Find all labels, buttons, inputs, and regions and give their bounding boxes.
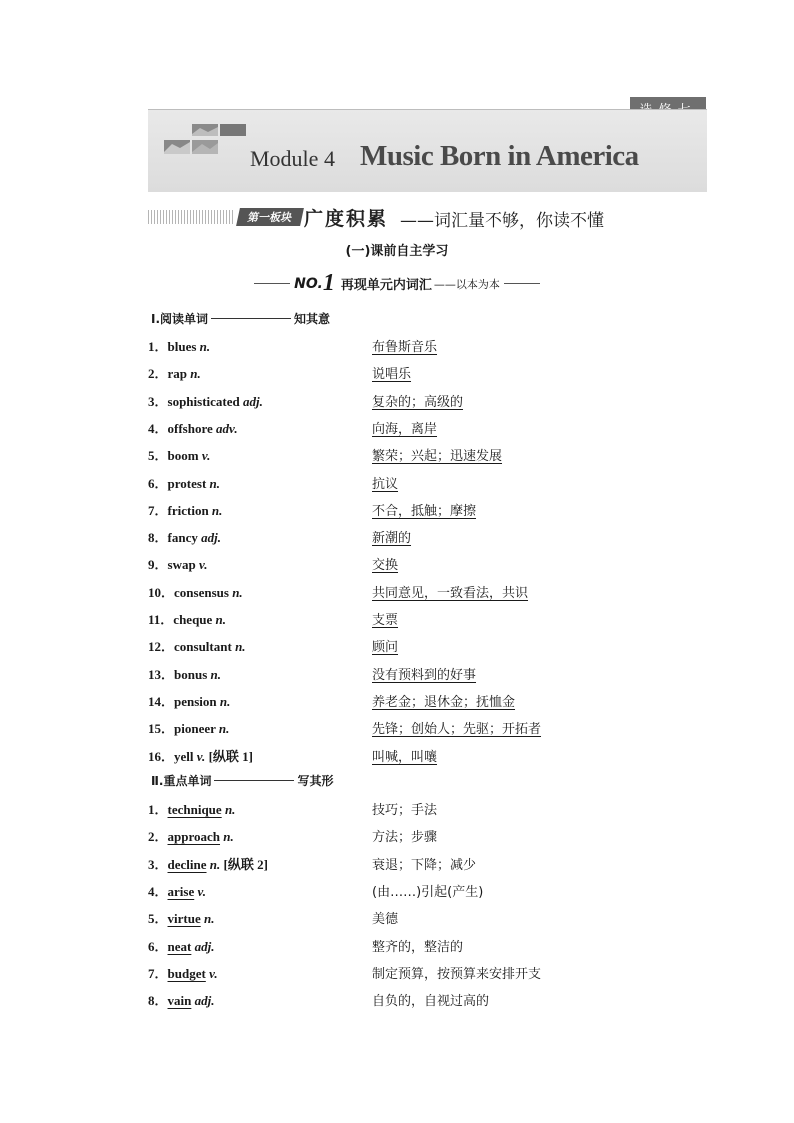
chinese-meaning: 繁荣；兴起；迅速发展 [372,449,503,465]
english-word: neat [167,938,192,954]
chinese-meaning: 制定预算，按预算来安排开支 [372,966,542,982]
chinese-meaning: 交换 [372,558,399,574]
divider [214,780,294,781]
lesson-subtitle: (一)课前自主学习 [345,244,449,259]
no-motto: ——以本为本 [433,277,500,291]
vocab-row [148,336,648,356]
part-of-speech: n. [190,366,201,382]
vocab-word [148,582,243,601]
chinese-meaning: 养老金；退休金；抚恤金 [372,694,516,710]
english-word: pioneer [174,721,216,737]
item-number: 2． [148,829,168,845]
part-of-speech: n. [209,475,221,491]
vocab-row [148,527,648,547]
vocab-row [148,500,648,520]
vocab-row [148,691,648,711]
english-word: blues [167,339,197,354]
no-title: 再现单元内词汇 [340,278,432,293]
section-badge: 第一板块 [236,208,304,226]
part-of-speech: v. [201,448,211,464]
part-of-speech: n. [210,666,221,682]
part-of-speech: adj. [194,993,215,1009]
english-word: friction [167,502,209,518]
vocab-word [148,336,210,355]
vocab-row [148,908,648,928]
item-number: 6． [148,938,168,954]
part-of-speech: n. [215,612,227,627]
vocab-word [148,691,230,710]
no-prefix: NO. [294,275,323,292]
part-2-suffix: 写其形 [297,774,334,788]
vocab-word [148,936,214,955]
part-of-speech: n. [209,856,221,872]
vocab-row [148,582,648,602]
vocab-word [148,500,222,519]
item-number: 7． [148,965,168,981]
chinese-meaning: 抗议 [372,476,399,492]
vocab-row [148,609,648,629]
part-of-speech: n. [232,584,243,600]
chinese-meaning: 自负的，自视过高的 [372,994,490,1010]
item-number: 16． [148,748,175,764]
section-header [148,204,668,230]
english-word: consultant [174,639,232,655]
item-number: 7． [148,502,168,518]
item-number: 13． [148,666,175,682]
vocab-row [148,718,648,738]
vocab-row [148,990,648,1010]
chinese-meaning: 布鲁斯音乐 [372,340,438,355]
english-word: boom [167,448,199,464]
vocab-row [148,664,648,684]
section-subtitle: ——词汇量不够，你读不懂 [400,211,604,231]
vocab-row [148,473,648,493]
english-word: rap [167,366,188,382]
cross-reference: [纵联 1] [208,748,253,764]
vocab-word [148,664,221,683]
item-number: 3． [148,856,168,872]
chinese-meaning: 先锋；创始人；先驱；开拓者 [372,722,542,738]
divider [211,318,291,319]
item-number: 14． [148,693,175,709]
vocab-word [148,908,214,927]
vocab-word [148,636,246,655]
chinese-meaning: 支票 [372,613,399,628]
english-word: consensus [174,584,229,600]
section-main-title: 广度积累 [304,208,389,230]
part-of-speech: n. [199,339,211,354]
chinese-meaning: 方法；步骤 [372,830,438,846]
english-word: virtue [167,911,201,927]
vocab-row [148,363,648,383]
english-word: protest [167,475,207,491]
item-number: 9． [148,557,168,573]
part-of-speech: adj. [243,393,263,409]
vocab-word [148,990,214,1009]
english-word: sophisticated [167,393,240,409]
part-of-speech: n. [218,721,230,737]
chinese-meaning: 技巧；手法 [372,803,438,818]
vocab-word [148,418,238,437]
part-2-label: Ⅱ.重点单词 [151,774,212,788]
english-word: arise [167,883,195,899]
item-number: 1． [148,339,168,354]
vocab-word [148,799,235,818]
no-header [0,270,794,297]
vocab-word [148,826,234,845]
chinese-meaning: 复杂的；高级的 [372,394,464,410]
divider [254,283,290,284]
english-word: offshore [167,420,213,436]
chinese-meaning: (由……)引起(产生) [372,884,484,900]
item-number: 3． [148,393,168,409]
part-of-speech: n. [223,829,234,845]
item-number: 8． [148,993,168,1009]
part-of-speech: n. [219,693,231,709]
english-word: yell [174,748,194,764]
item-number: 12． [148,639,175,655]
part-of-speech: v. [198,557,208,573]
cross-reference: [纵联 2] [223,856,268,872]
english-word: technique [167,802,222,817]
part-2-heading [151,772,333,789]
item-number: 6． [148,475,168,491]
part-of-speech: adv. [216,420,238,436]
landscape-photos-icon [158,122,250,158]
part-of-speech: adj. [201,530,221,546]
item-number: 4． [148,420,168,436]
module-banner [148,109,707,192]
vocab-row [148,746,648,766]
vocab-word [148,473,220,492]
item-number: 4． [148,883,168,899]
part-of-speech: v. [209,965,218,981]
vocab-row [148,936,648,956]
english-word: cheque [173,612,213,627]
vocab-word [148,445,210,464]
vocab-row [148,881,648,901]
chinese-meaning: 整齐的，整洁的 [372,939,464,955]
vocab-word [148,391,263,410]
chinese-meaning: 新潮的 [372,531,412,547]
vocab-word [148,363,201,382]
module-title: Music Born in America [360,140,639,172]
vocab-word [148,609,226,628]
no-digit: 1 [322,270,335,296]
vocab-row [148,445,648,465]
vocab-row [148,636,648,656]
item-number: 11． [148,612,174,627]
part-of-speech: adj. [194,938,215,954]
part-1-label: Ⅰ.阅读单词 [151,312,209,326]
chinese-meaning: 叫喊，叫嚷 [372,749,438,765]
english-word: pension [174,693,217,709]
hatch-decoration [148,210,234,224]
part-of-speech: n. [224,802,236,817]
part-1-heading [151,310,330,327]
vocab-row [148,418,648,438]
part-of-speech: n. [211,502,223,518]
item-number: 2． [148,366,168,382]
vocab-row [148,826,648,846]
english-word: vain [167,993,192,1009]
vocab-row [148,963,648,983]
vocab-word [148,854,268,873]
vocab-row [148,391,648,411]
chinese-meaning: 共同意见，一致看法，共识 [372,585,529,601]
divider [504,283,540,284]
part-of-speech: v. [197,883,207,899]
english-word: bonus [174,666,208,682]
chinese-meaning: 顾问 [372,640,399,656]
chinese-meaning: 向海，离岸 [372,421,438,437]
item-number: 10． [148,584,175,600]
vocab-word [148,881,206,900]
chinese-meaning: 美德 [372,912,399,928]
part-of-speech: v. [196,748,206,764]
english-word: fancy [167,530,198,546]
part-of-speech: n. [203,911,215,927]
vocab-word [148,554,208,573]
module-number: Module 4 [250,146,335,171]
vocab-row [148,799,648,819]
english-word: budget [167,965,206,981]
english-word: swap [167,557,196,573]
item-number: 8． [148,530,168,546]
chinese-meaning: 没有预料到的好事 [372,667,477,683]
item-number: 1． [148,802,168,817]
vocab-word [148,963,218,982]
chinese-meaning: 衰退；下降；减少 [372,857,477,873]
english-word: decline [167,856,207,872]
vocab-row [148,554,648,574]
english-word: approach [167,829,221,845]
vocab-word [148,527,221,546]
vocab-word [148,718,229,737]
item-number: 5． [148,448,168,464]
item-number: 15． [148,721,175,737]
vocab-row [148,854,648,874]
item-number: 5． [148,911,168,927]
part-1-suffix: 知其意 [294,312,331,326]
vocab-word [148,746,253,765]
chinese-meaning: 说唱乐 [372,367,412,383]
part-of-speech: n. [235,639,246,655]
chinese-meaning: 不合，抵触；摩擦 [372,503,477,519]
